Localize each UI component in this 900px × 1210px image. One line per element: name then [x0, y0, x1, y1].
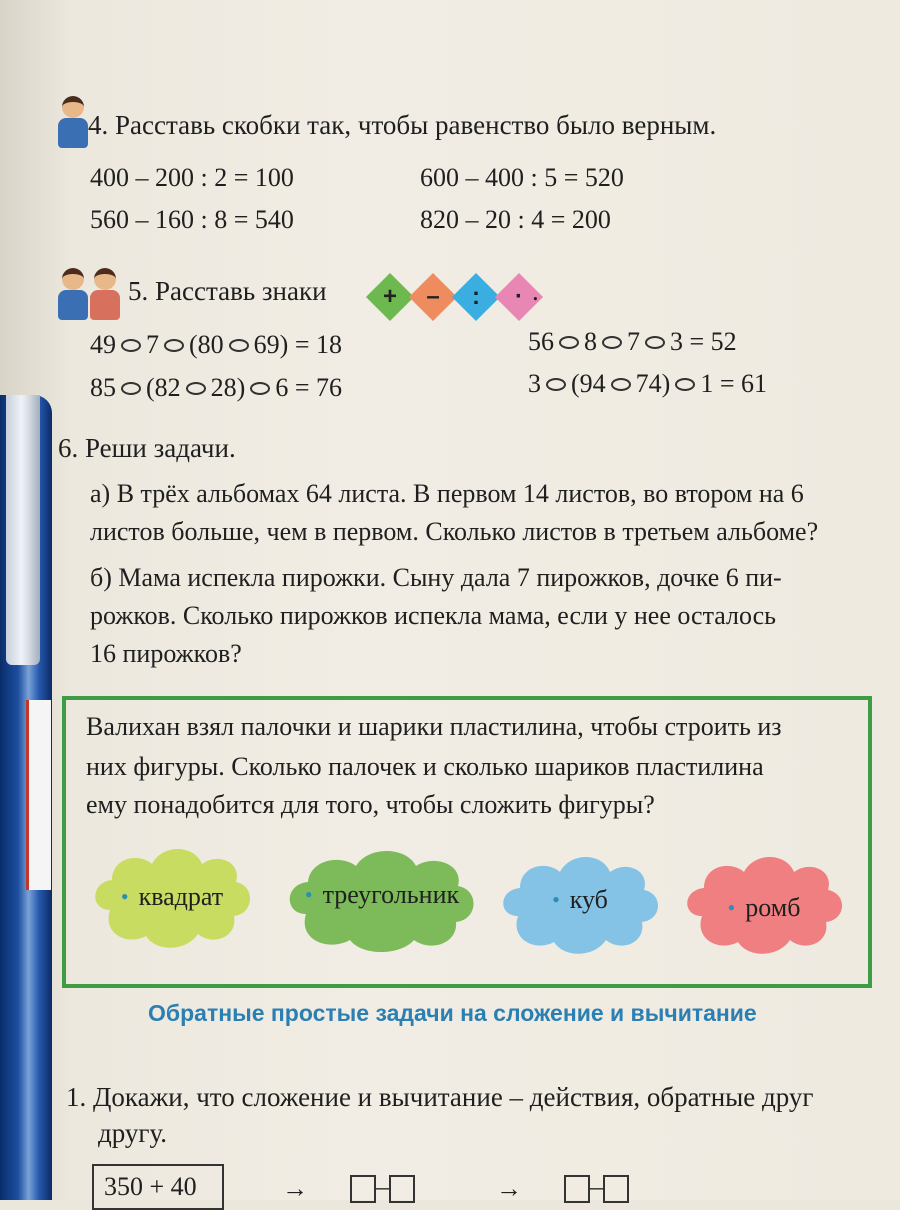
- task4-title: 4. Расставь скобки так, чтобы равенство было верным.: [88, 110, 717, 140]
- blank-circle: [121, 339, 141, 352]
- task4-eq-2: 600 – 400 : 5 = 520: [420, 163, 624, 192]
- arrow-icon: →: [282, 1174, 308, 1203]
- blank-square: [603, 1175, 629, 1203]
- blank-circle: [164, 339, 184, 352]
- cloud-label: треугольник: [322, 880, 460, 909]
- task5-eq-2: 56 8 7 3 = 52: [528, 327, 737, 356]
- blank-circle: [229, 339, 249, 352]
- task5-eq-1: 49 7 (80 69) = 18: [90, 330, 342, 359]
- blank-expression: –: [564, 1172, 629, 1203]
- blank-circle: [186, 382, 206, 395]
- task5-eq-4: 3 (94 74) 1 = 61: [528, 369, 768, 398]
- plus-sign: +: [382, 283, 397, 310]
- blank-circle: [559, 336, 579, 349]
- task1-line-1: 1. Докажи, что сложение и вычитание – действия, обратные друг: [66, 1082, 814, 1112]
- box-line-3: ему понадобится для того, чтобы сложить фигуры?: [86, 790, 655, 819]
- cloud-cube: • куб: [496, 848, 664, 960]
- multiply-sign: ·: [515, 283, 523, 310]
- task4-eq-3: 560 – 160 : 8 = 540: [90, 205, 294, 234]
- blank-square: [564, 1175, 590, 1203]
- cloud-label: квадрат: [138, 882, 224, 911]
- blank-square: [389, 1175, 415, 1203]
- task6-title: 6. Реши задачи.: [58, 433, 236, 463]
- cloud-label: куб: [569, 885, 608, 914]
- cloud-square: • квадрат: [88, 838, 256, 956]
- task6-b-line-1: б) Мама испекла пирожки. Сыну дала 7 пирожков, дочке 6 пи-: [90, 563, 782, 592]
- box-line-2: них фигуры. Сколько палочек и сколько шариков пластилина: [86, 752, 764, 781]
- cloud-rhombus: • ромб: [680, 848, 848, 960]
- box-line-1: Валихан взял палочки и шарики пластилина, чтобы строить из: [86, 712, 782, 741]
- blank-circle: [546, 378, 566, 391]
- minus-sign: –: [426, 283, 440, 310]
- cloud-label: ромб: [745, 893, 801, 922]
- task4-eq-4: 820 – 20 : 4 = 200: [420, 205, 611, 234]
- task6-a-line-2: листов больше, чем в первом. Сколько листов в третьем альбоме?: [90, 517, 819, 546]
- blank-circle: [121, 382, 141, 395]
- task4-eq-1: 400 – 200 : 2 = 100: [90, 163, 294, 192]
- pen-label: [26, 700, 51, 890]
- task1-start-box: 350 + 40: [92, 1164, 224, 1210]
- task6-b-line-2: рожков. Сколько пирожков испекла мама, если у нее осталось: [90, 601, 777, 630]
- blank-circle: [645, 336, 665, 349]
- boy-icon: [58, 96, 88, 150]
- task5-title: 5. Расставь знаки: [128, 276, 327, 306]
- blank-circle: [602, 336, 622, 349]
- blank-expression: –: [350, 1172, 415, 1203]
- blank-circle: [250, 382, 270, 395]
- blank-circle: [611, 378, 631, 391]
- section-title: Обратные простые задачи на сложение и вычитание: [148, 1000, 757, 1026]
- task1-line-2: другу.: [98, 1118, 168, 1148]
- blank-circle: [675, 378, 695, 391]
- divide-sign: :: [472, 283, 480, 310]
- girl-icon: [90, 268, 120, 322]
- task6-a-line-1: а) В трёх альбомах 64 листа. В первом 14 листов, во втором на 6: [90, 479, 804, 508]
- cloud-triangle: • треугольник: [282, 842, 482, 960]
- boy-icon: [58, 268, 88, 322]
- task6-b-line-3: 16 пирожков?: [90, 639, 242, 668]
- task5-period: .: [532, 276, 539, 306]
- arrow-icon: →: [496, 1174, 522, 1203]
- pen-clip: [6, 395, 40, 665]
- blank-square: [350, 1175, 376, 1203]
- task5-eq-3: 85 (82 28) 6 = 76: [90, 373, 343, 402]
